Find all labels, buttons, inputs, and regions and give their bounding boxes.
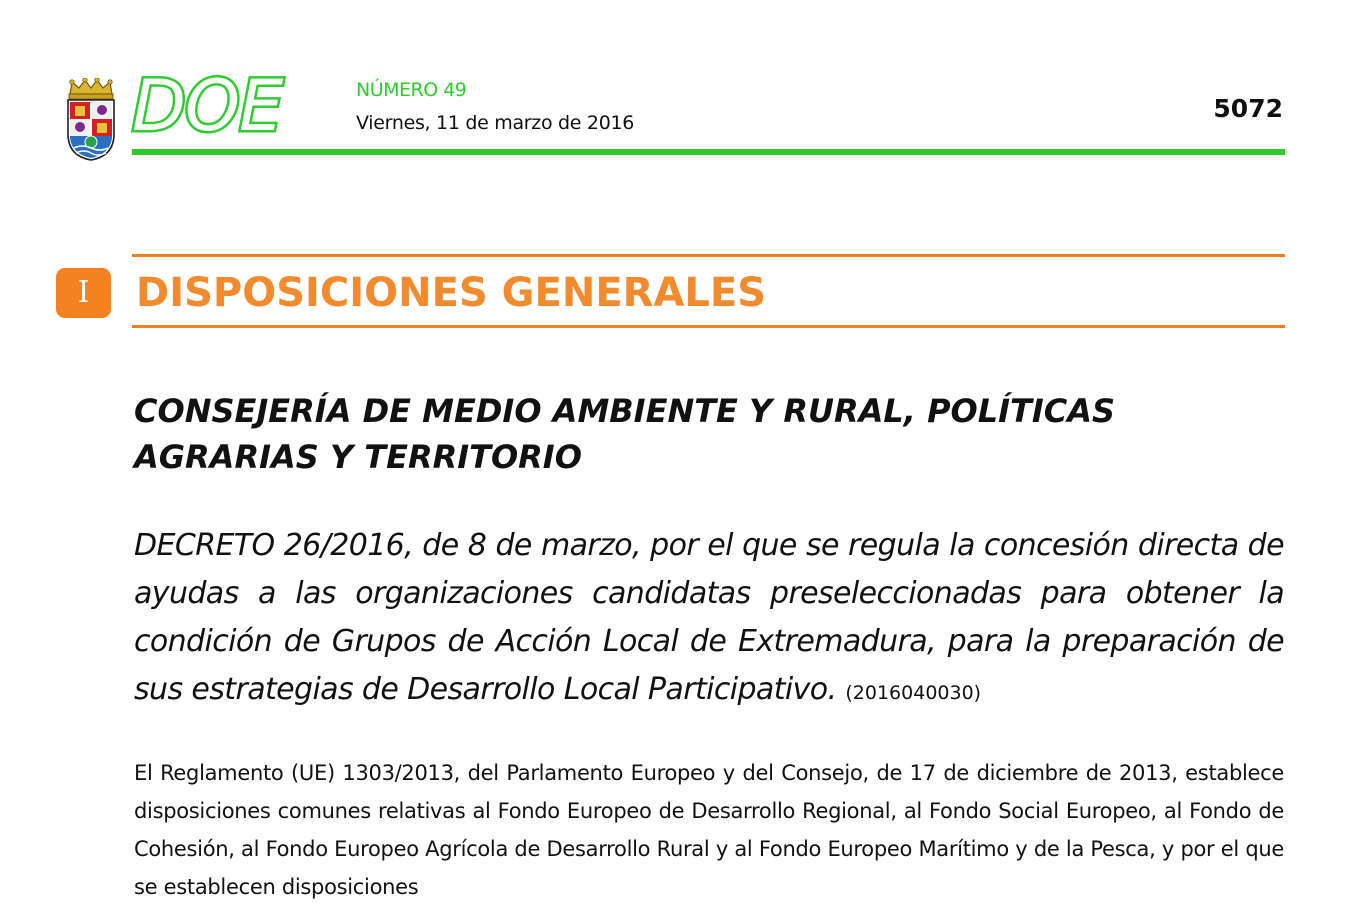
- page-number: 5072: [1213, 94, 1283, 123]
- decree-title: [134, 522, 1284, 717]
- page-header: [0, 0, 1349, 160]
- section-badge: I: [56, 268, 111, 318]
- doe-logo: DOE: [132, 65, 283, 147]
- section-divider-top: [132, 254, 1285, 257]
- section-title: DISPOSICIONES GENERALES: [136, 270, 767, 316]
- decree-title-text: DECRETO 26/2016, de 8 de marzo, por el que se regula la concesión directa de ayudas a las organizaciones candidatas preseleccionadas para obtener la condición de Grupos de Acción Local de Extremadura, para la preparación de sus estrategias de Desarrollo Local Participativo.: [134, 528, 1284, 707]
- issue-number: NÚMERO 49: [356, 79, 467, 101]
- section-divider-bottom: [132, 325, 1285, 328]
- issue-date: Viernes, 11 de marzo de 2016: [356, 112, 635, 134]
- coat-of-arms-icon: [62, 78, 120, 162]
- ministry-heading: CONSEJERÍA DE MEDIO AMBIENTE Y RURAL, POLÍTICAS AGRARIAS Y TERRITORIO: [134, 392, 1116, 476]
- decree-reference: (2016040030): [845, 682, 982, 704]
- header-divider: [132, 149, 1285, 155]
- body-paragraph: El Reglamento (UE) 1303/2013, del Parlamento Europeo y del Consejo, de 17 de diciembre de 2013, establece disposiciones comunes relativas al Fondo Europeo de Desarrollo Regional, al Fondo Social Europeo, al Fondo de Cohesión, al Fondo Europeo Agrícola de Desarrollo Rural y al Fondo Europeo Marítimo y de la Pesca, y por el que se establecen disposiciones: [134, 761, 1284, 899]
